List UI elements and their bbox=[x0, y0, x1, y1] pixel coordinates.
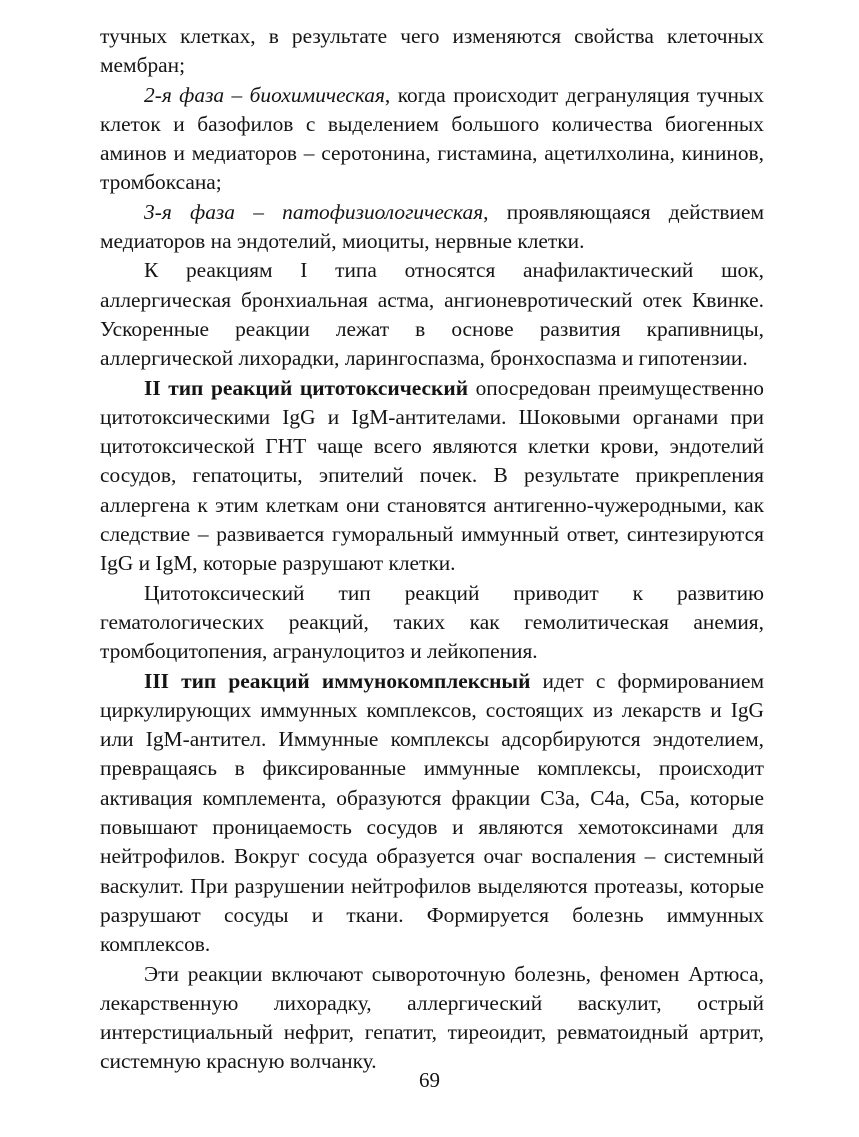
paragraph-membrane-continuation bbox=[100, 22, 764, 81]
paragraph-type-2 bbox=[100, 374, 764, 579]
paragraph-text: тучных клетках, в результате чего изменяются свойства клеточных мембран; bbox=[100, 24, 764, 78]
paragraph-type-3-reactions bbox=[100, 960, 764, 1077]
type-3-heading: III тип реакций иммунокомплексный bbox=[144, 668, 531, 693]
paragraph-cytotoxic-effects bbox=[100, 579, 764, 667]
paragraph-phase-2 bbox=[100, 81, 764, 198]
paragraph-type-3 bbox=[100, 667, 764, 960]
paragraph-text: , проявляющаяся действием медиаторов на эндотелий, миоциты, нервные клетки. bbox=[100, 199, 764, 254]
paragraph-text: , когда происходит дегрануляция тучных клеток и базофилов с выделением большого количества биогенных аминов и медиаторов – серотонина, гистамина, ацетилхолина, кининов, тромбоксана; bbox=[100, 82, 764, 195]
paragraph-phase-3 bbox=[100, 198, 764, 257]
paragraph-text: опосредован преимущественно цитотоксическими IgG и IgM-антителами. Шоковыми органами при цитотоксической ГНТ чаще всего являются клетки крови, эндотелий сосудов, гепатоциты, эпителий почек. В результате прикрепления аллергена к этим клеткам они становятся антигенно-чужеродными, как следствие – развивается гуморальный иммунный ответ, синтезируются IgG и IgM, которые разрушают клетки. bbox=[100, 375, 764, 576]
paragraph-text: Цитотоксический тип реакций приводит к развитию гематологических реакций, таких как гемолитическая анемия, тромбоцитопения, агранулоцитоз и лейкопения. bbox=[100, 580, 764, 664]
page-body bbox=[100, 22, 764, 1077]
page-number: 69 bbox=[419, 1068, 440, 1092]
paragraph-type-1-reactions bbox=[100, 256, 764, 373]
phase-3-title: 3-я фаза – патофизиологическая bbox=[144, 199, 484, 224]
paragraph-text: идет с формированием циркулирующих иммунных комплексов, состоящих из лекарств и IgG или IgM-антител. Иммунные комплексы адсорбируются эндотелием, превращаясь в фиксированные иммунные комплексы, происходит активация комплемента, образуются фракции C3a, C4a, C5a, которые повышают проницаемость сосудов и являются хемотоксинами для нейтрофилов. Вокруг сосуда образуется очаг воспаления – системный васкулит. При разрушении нейтрофилов выделяются протеазы, которые разрушают сосуды и ткани. Формируется болезнь иммунных комплексов. bbox=[100, 668, 764, 957]
paragraph-text: К реакциям I типа относятся анафилактический шок, аллергическая бронхиальная астма, ангионевротический отек Квинке. Ускоренные реакции лежат в основе развития крапивницы, аллергической лихорадки, ларингоспазма, бронхоспазма и гипотензии. bbox=[100, 258, 764, 371]
paragraph-text: Эти реакции включают сывороточную болезнь, феномен Артюса, лекарственную лихорадку, аллергический васкулит, острый интерстициальный нефрит, гепатит, тиреоидит, ревматоидный артрит, системную красную волчанку. bbox=[100, 961, 764, 1074]
type-2-heading: II тип реакций цитотоксический bbox=[144, 375, 469, 400]
phase-2-title: 2-я фаза – биохимическая bbox=[144, 82, 385, 107]
